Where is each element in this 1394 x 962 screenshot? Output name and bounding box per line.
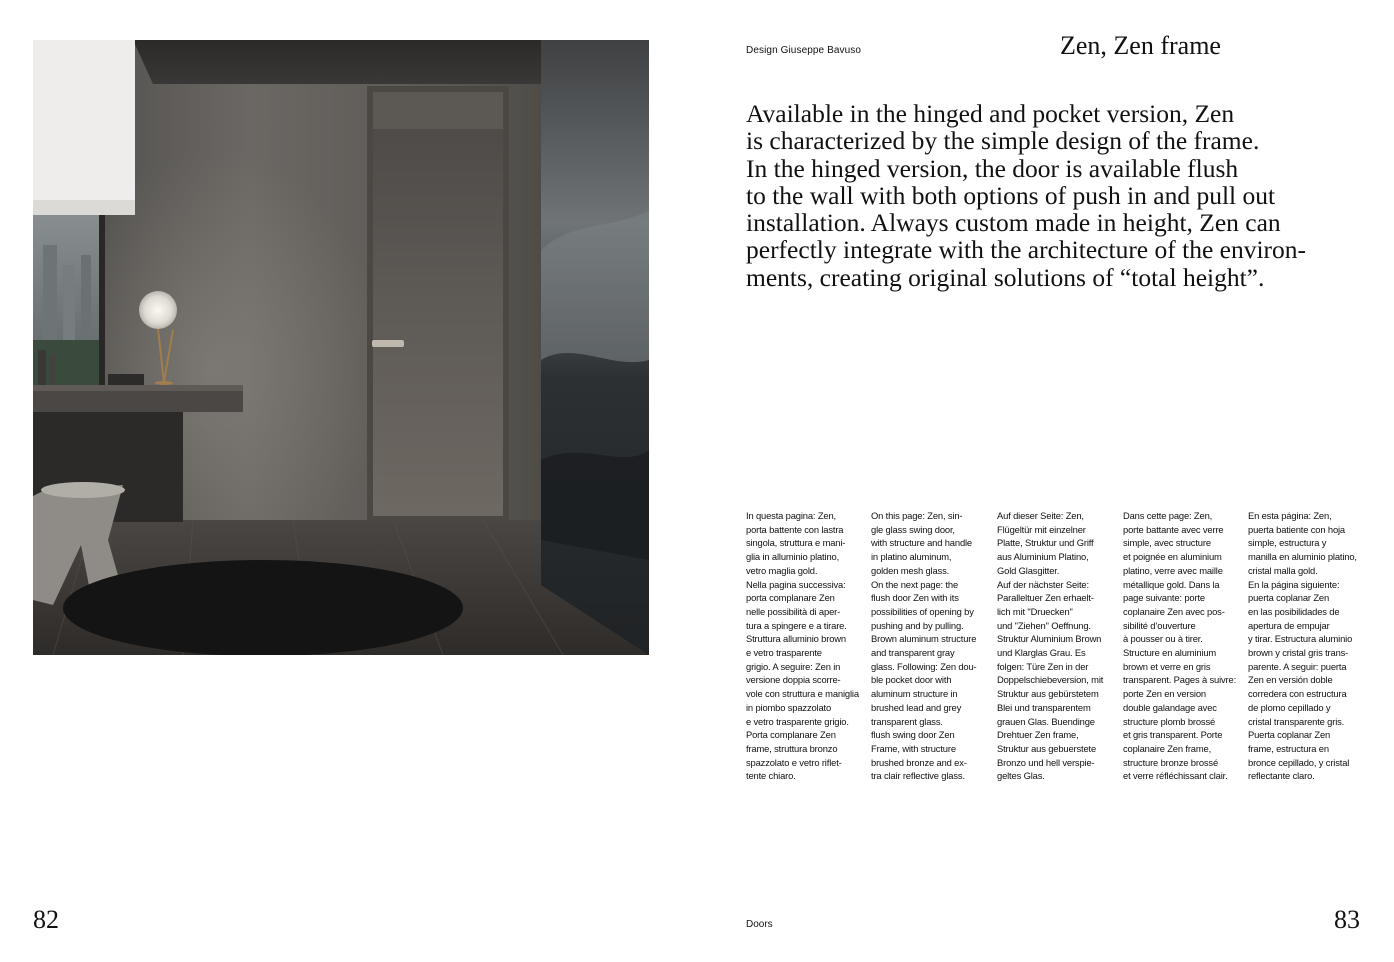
caption-line: structure bronze brossé bbox=[1123, 756, 1219, 768]
caption-line: folgen: Türe Zen in der bbox=[997, 660, 1089, 672]
product-title: Zen, Zen frame bbox=[1060, 31, 1221, 60]
page-number-right: 83 bbox=[1334, 905, 1360, 934]
caption-line: transparent glass. bbox=[871, 715, 943, 727]
caption-line: e vetro trasparente bbox=[746, 647, 822, 659]
interior-photo bbox=[33, 40, 649, 655]
caption-line: Blei und transparentem bbox=[997, 701, 1091, 713]
caption-line: geltes Glas. bbox=[997, 770, 1045, 782]
lead-line: to the wall with both options of push in and pull out bbox=[746, 180, 1276, 210]
lead-line: In the hinged version, the door is available flush bbox=[746, 153, 1239, 183]
caption-line: et verre réfléchissant clair. bbox=[1123, 770, 1228, 782]
caption-line: Struktur Aluminium Brown bbox=[997, 633, 1102, 645]
caption-line: Struttura alluminio brown bbox=[746, 633, 846, 645]
lead-line: ments, creating original solutions of “total height”. bbox=[746, 262, 1265, 292]
caption-line: in platino aluminum, bbox=[871, 551, 952, 563]
caption-line: glass. Following: Zen dou- bbox=[871, 660, 977, 672]
caption-line: grigio. A seguire: Zen in bbox=[746, 660, 841, 672]
caption-line: platino, verre avec maille bbox=[1123, 564, 1223, 576]
caption-line: aluminum structure in bbox=[871, 688, 958, 700]
caption-line: simple, estructura y bbox=[1248, 537, 1327, 549]
caption-line: cristal malla gold. bbox=[1248, 564, 1318, 576]
caption-french bbox=[1123, 509, 1241, 783]
caption-german bbox=[997, 509, 1115, 783]
lead-line: installation. Always custom made in height, Zen can bbox=[746, 208, 1281, 238]
caption-line: tente chiaro. bbox=[746, 770, 796, 782]
caption-line: porta complanare Zen bbox=[746, 592, 835, 604]
caption-line: pushing and by pulling. bbox=[871, 619, 964, 631]
caption-line: Puerta coplanar Zen bbox=[1248, 729, 1331, 741]
caption-line: transparent. Pages à suivre: bbox=[1123, 674, 1237, 686]
caption-line: puerta coplanar Zen bbox=[1248, 592, 1330, 604]
caption-line: flush swing door Zen bbox=[871, 729, 955, 741]
section-label: Doors bbox=[746, 919, 773, 930]
caption-line: porta battente con lastra bbox=[746, 523, 844, 535]
caption-line: aus Aluminium Platino, bbox=[997, 551, 1089, 563]
caption-line: und "Ziehen" Oeffnung. bbox=[997, 619, 1091, 631]
caption-line: Bronzo und hell verspie- bbox=[997, 756, 1095, 768]
caption-line: grauen Glas. Buendinge bbox=[997, 715, 1095, 727]
caption-line: manilla en aluminio platino, bbox=[1248, 551, 1357, 563]
caption-line: Auf der nächster Seite: bbox=[997, 578, 1089, 590]
caption-line: porte battante avec verre bbox=[1123, 523, 1224, 535]
caption-line: en las posibilidades de bbox=[1248, 605, 1340, 617]
caption-line: coplanaire Zen avec pos- bbox=[1123, 605, 1225, 617]
caption-line: Brown aluminum structure bbox=[871, 633, 977, 645]
caption-line: Auf dieser Seite: Zen, bbox=[997, 510, 1084, 521]
caption-line: lich mit "Druecken" bbox=[997, 605, 1073, 617]
caption-line: tura a spingere e a tirare. bbox=[746, 619, 847, 631]
caption-line: Zen en versión doble bbox=[1248, 674, 1333, 686]
caption-line: Flügeltür mit einzelner bbox=[997, 523, 1086, 535]
caption-line: Drehtuer Zen frame, bbox=[997, 729, 1079, 741]
caption-line: glia in alluminio platino, bbox=[746, 551, 840, 563]
caption-italian bbox=[746, 509, 864, 783]
caption-line: page suivante: porte bbox=[1123, 592, 1205, 604]
caption-line: brown et verre en gris bbox=[1123, 660, 1211, 672]
caption-line: à pousser ou à tirer. bbox=[1123, 633, 1203, 645]
caption-line: gle glass swing door, bbox=[871, 523, 955, 535]
caption-line: métallique gold. Dans la bbox=[1123, 578, 1220, 590]
caption-line: nelle possibilità di aper- bbox=[746, 605, 841, 617]
page-number-left: 82 bbox=[33, 905, 59, 934]
caption-line: brushed bronze and ex- bbox=[871, 756, 967, 768]
caption-line: Dans cette page: Zen, bbox=[1123, 510, 1213, 521]
caption-line: Platte, Struktur und Griff bbox=[997, 537, 1094, 549]
caption-line: En la página siguiente: bbox=[1248, 578, 1340, 590]
caption-line: Doppelschiebeversion, mit bbox=[997, 674, 1104, 686]
caption-line: spazzolato e vetro riflet- bbox=[746, 756, 842, 768]
caption-line: coplanaire Zen frame, bbox=[1123, 742, 1212, 754]
caption-line: Porta complanare Zen bbox=[746, 729, 836, 741]
caption-line: versione doppia scorre- bbox=[746, 674, 841, 686]
caption-line: parente. A seguir: puerta bbox=[1248, 660, 1347, 672]
caption-line: double galandage avec bbox=[1123, 701, 1217, 713]
caption-line: brushed lead and grey bbox=[871, 701, 962, 713]
caption-line: y tirar. Estructura aluminio bbox=[1248, 633, 1353, 645]
caption-line: Gold Glasgitter. bbox=[997, 564, 1060, 576]
caption-line: possibilities of opening by bbox=[871, 605, 974, 617]
caption-line: bronce cepillado, y cristal bbox=[1248, 756, 1350, 768]
caption-line: In questa pagina: Zen, bbox=[746, 510, 836, 521]
caption-line: und Klarglas Grau. Es bbox=[997, 647, 1086, 659]
caption-line: cristal transparente gris. bbox=[1248, 715, 1345, 727]
caption-line: Frame, with structure bbox=[871, 742, 956, 754]
caption-spanish bbox=[1248, 509, 1366, 783]
caption-line: e vetro trasparente grigio. bbox=[746, 715, 849, 727]
caption-line: Paralleltuer Zen erhaelt- bbox=[997, 592, 1094, 604]
caption-line: de plomo cepillado y bbox=[1248, 701, 1331, 713]
caption-line: On this page: Zen, sin- bbox=[871, 510, 963, 521]
caption-line: reflectante claro. bbox=[1248, 770, 1315, 782]
caption-line: vole con struttura e maniglia bbox=[746, 688, 859, 700]
caption-line: On the next page: the bbox=[871, 578, 959, 590]
caption-line: sibilité d’ouverture bbox=[1123, 619, 1196, 631]
lead-paragraph bbox=[746, 100, 1376, 291]
caption-line: tra clair reflective glass. bbox=[871, 770, 965, 782]
caption-line: frame, struttura bronzo bbox=[746, 742, 838, 754]
caption-line: structure plomb brossé bbox=[1123, 715, 1216, 727]
caption-line: frame, estructura en bbox=[1248, 742, 1329, 754]
caption-line: Struktur aus gebuerstete bbox=[997, 742, 1097, 754]
designer-credit: Design Giuseppe Bavuso bbox=[746, 45, 862, 56]
caption-line: apertura de empujar bbox=[1248, 619, 1330, 631]
caption-line: simple, avec structure bbox=[1123, 537, 1211, 549]
caption-line: Nella pagina successiva: bbox=[746, 578, 846, 590]
caption-line: et gris transparent. Porte bbox=[1123, 729, 1223, 741]
caption-line: En esta página: Zen, bbox=[1248, 510, 1332, 521]
caption-line: corredera con estructura bbox=[1248, 688, 1347, 700]
caption-line: flush door Zen with its bbox=[871, 592, 959, 604]
caption-line: vetro maglia gold. bbox=[746, 564, 818, 576]
caption-line: singola, struttura e mani- bbox=[746, 537, 846, 549]
lead-line: perfectly integrate with the architecture of the environ- bbox=[746, 235, 1307, 265]
caption-line: et poignée en aluminium bbox=[1123, 551, 1222, 563]
caption-line: puerta batiente con hoja bbox=[1248, 523, 1345, 535]
caption-line: porte Zen en version bbox=[1123, 688, 1206, 700]
caption-line: and transparent gray bbox=[871, 647, 955, 659]
caption-line: with structure and handle bbox=[871, 537, 973, 549]
caption-english bbox=[871, 509, 989, 783]
caption-line: Structure en aluminium bbox=[1123, 647, 1217, 659]
lead-line: is characterized by the simple design of the frame. bbox=[746, 126, 1260, 156]
caption-line: brown y cristal gris trans- bbox=[1248, 647, 1349, 659]
caption-line: Struktur aus gebürstetem bbox=[997, 688, 1099, 700]
lead-line: Available in the hinged and pocket version, Zen bbox=[746, 99, 1235, 128]
caption-line: golden mesh glass. bbox=[871, 564, 950, 576]
caption-line: ble pocket door with bbox=[871, 674, 952, 686]
caption-line: in piombo spazzolato bbox=[746, 701, 832, 713]
